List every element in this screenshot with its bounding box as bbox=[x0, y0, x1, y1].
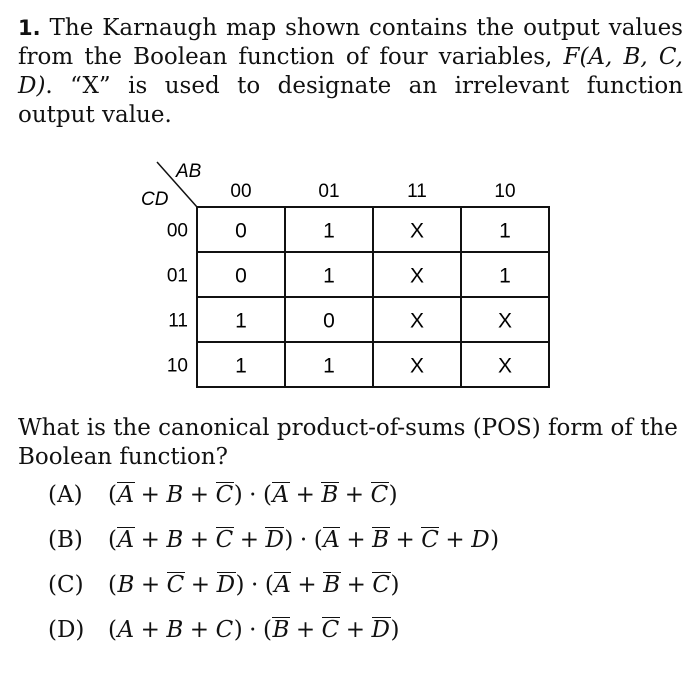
literal: C bbox=[370, 482, 389, 508]
question-number: 1. bbox=[18, 16, 41, 40]
kmap-cell-value: X bbox=[409, 309, 425, 333]
literal: C bbox=[215, 482, 234, 508]
choice-expression: (A + B + C + D) · (A + B + C + D) bbox=[108, 527, 500, 553]
question-text-before: The Karnaugh map shown contains the output values from the Boolean function of four variables, bbox=[18, 15, 683, 70]
function-name: F(A, B, C, D) bbox=[18, 44, 683, 99]
literal: C bbox=[321, 617, 340, 643]
answer-choice[interactable] bbox=[48, 617, 678, 662]
choice-expression: (B + C + D) · (A + B + C) bbox=[108, 572, 400, 598]
literal: C bbox=[215, 527, 234, 553]
karnaugh-map bbox=[0, 150, 699, 400]
literal: A bbox=[323, 527, 341, 553]
literal: C bbox=[421, 527, 440, 553]
kmap-cell-value: 1 bbox=[235, 309, 247, 333]
kmap-col-var-label: AB bbox=[176, 161, 202, 182]
kmap-col-header: 00 bbox=[230, 181, 252, 202]
kmap-col-header: 11 bbox=[407, 181, 427, 202]
literal: C bbox=[215, 617, 234, 643]
kmap-col-header: 01 bbox=[318, 181, 340, 202]
kmap-cell-value: X bbox=[409, 354, 425, 378]
choice-letter: (C) bbox=[48, 572, 84, 598]
kmap-cell-value: 0 bbox=[235, 264, 247, 288]
answer-choice[interactable] bbox=[48, 572, 678, 617]
literal: D bbox=[371, 617, 391, 643]
kmap-cell-value: X bbox=[409, 219, 425, 243]
kmap-cell-value: 1 bbox=[235, 354, 247, 378]
literal: C bbox=[372, 572, 391, 598]
kmap-row-header: 01 bbox=[166, 265, 188, 287]
kmap-cell-value: 1 bbox=[323, 354, 335, 378]
choice-letter: (D) bbox=[48, 617, 85, 643]
kmap-cell-value: X bbox=[497, 309, 513, 333]
literal: B bbox=[321, 482, 339, 508]
question-text-after: . “X” is used to designate an irrelevant function output value. bbox=[18, 73, 683, 128]
literal: A bbox=[272, 482, 290, 508]
literal: B bbox=[166, 617, 184, 643]
answer-choices bbox=[48, 482, 678, 662]
kmap-row-header: 11 bbox=[168, 310, 188, 332]
choice-expression: (A + B + C) · (B + C + D) bbox=[108, 617, 400, 643]
kmap-cell-value: 1 bbox=[323, 219, 335, 243]
kmap-cell-value: 1 bbox=[499, 219, 511, 243]
kmap-cell-value: 0 bbox=[323, 309, 335, 333]
kmap-cell-value: 1 bbox=[499, 264, 511, 288]
kmap-cell-value: 0 bbox=[235, 219, 247, 243]
kmap-row-header: 10 bbox=[166, 355, 188, 377]
literal: A bbox=[117, 527, 135, 553]
literal: D bbox=[265, 527, 285, 553]
literal: B bbox=[323, 572, 341, 598]
literal: A bbox=[117, 482, 135, 508]
kmap-cell-value: X bbox=[497, 354, 513, 378]
choice-letter: (B) bbox=[48, 527, 83, 553]
kmap-col-header: 10 bbox=[494, 181, 516, 202]
kmap-cell-value: 1 bbox=[323, 264, 335, 288]
kmap-row-var-label: CD bbox=[141, 189, 169, 210]
choice-letter: (A) bbox=[48, 482, 83, 508]
literal: D bbox=[471, 527, 491, 553]
question-text bbox=[18, 14, 683, 130]
choice-expression: (A + B + C) · (A + B + C) bbox=[108, 482, 399, 508]
answer-choice[interactable] bbox=[48, 527, 678, 572]
kmap-cell-value: X bbox=[409, 264, 425, 288]
literal: B bbox=[272, 617, 290, 643]
kmap-row-header: 00 bbox=[166, 220, 188, 242]
literal: A bbox=[117, 617, 135, 643]
literal: B bbox=[166, 482, 184, 508]
literal: D bbox=[216, 572, 236, 598]
literal: B bbox=[117, 572, 135, 598]
literal: B bbox=[166, 527, 184, 553]
answer-choice[interactable] bbox=[48, 482, 678, 527]
literal: C bbox=[166, 572, 185, 598]
literal: B bbox=[372, 527, 390, 553]
pos-question: What is the canonical product-of-sums (POS) form of the Boolean function? bbox=[18, 415, 678, 470]
literal: A bbox=[274, 572, 292, 598]
